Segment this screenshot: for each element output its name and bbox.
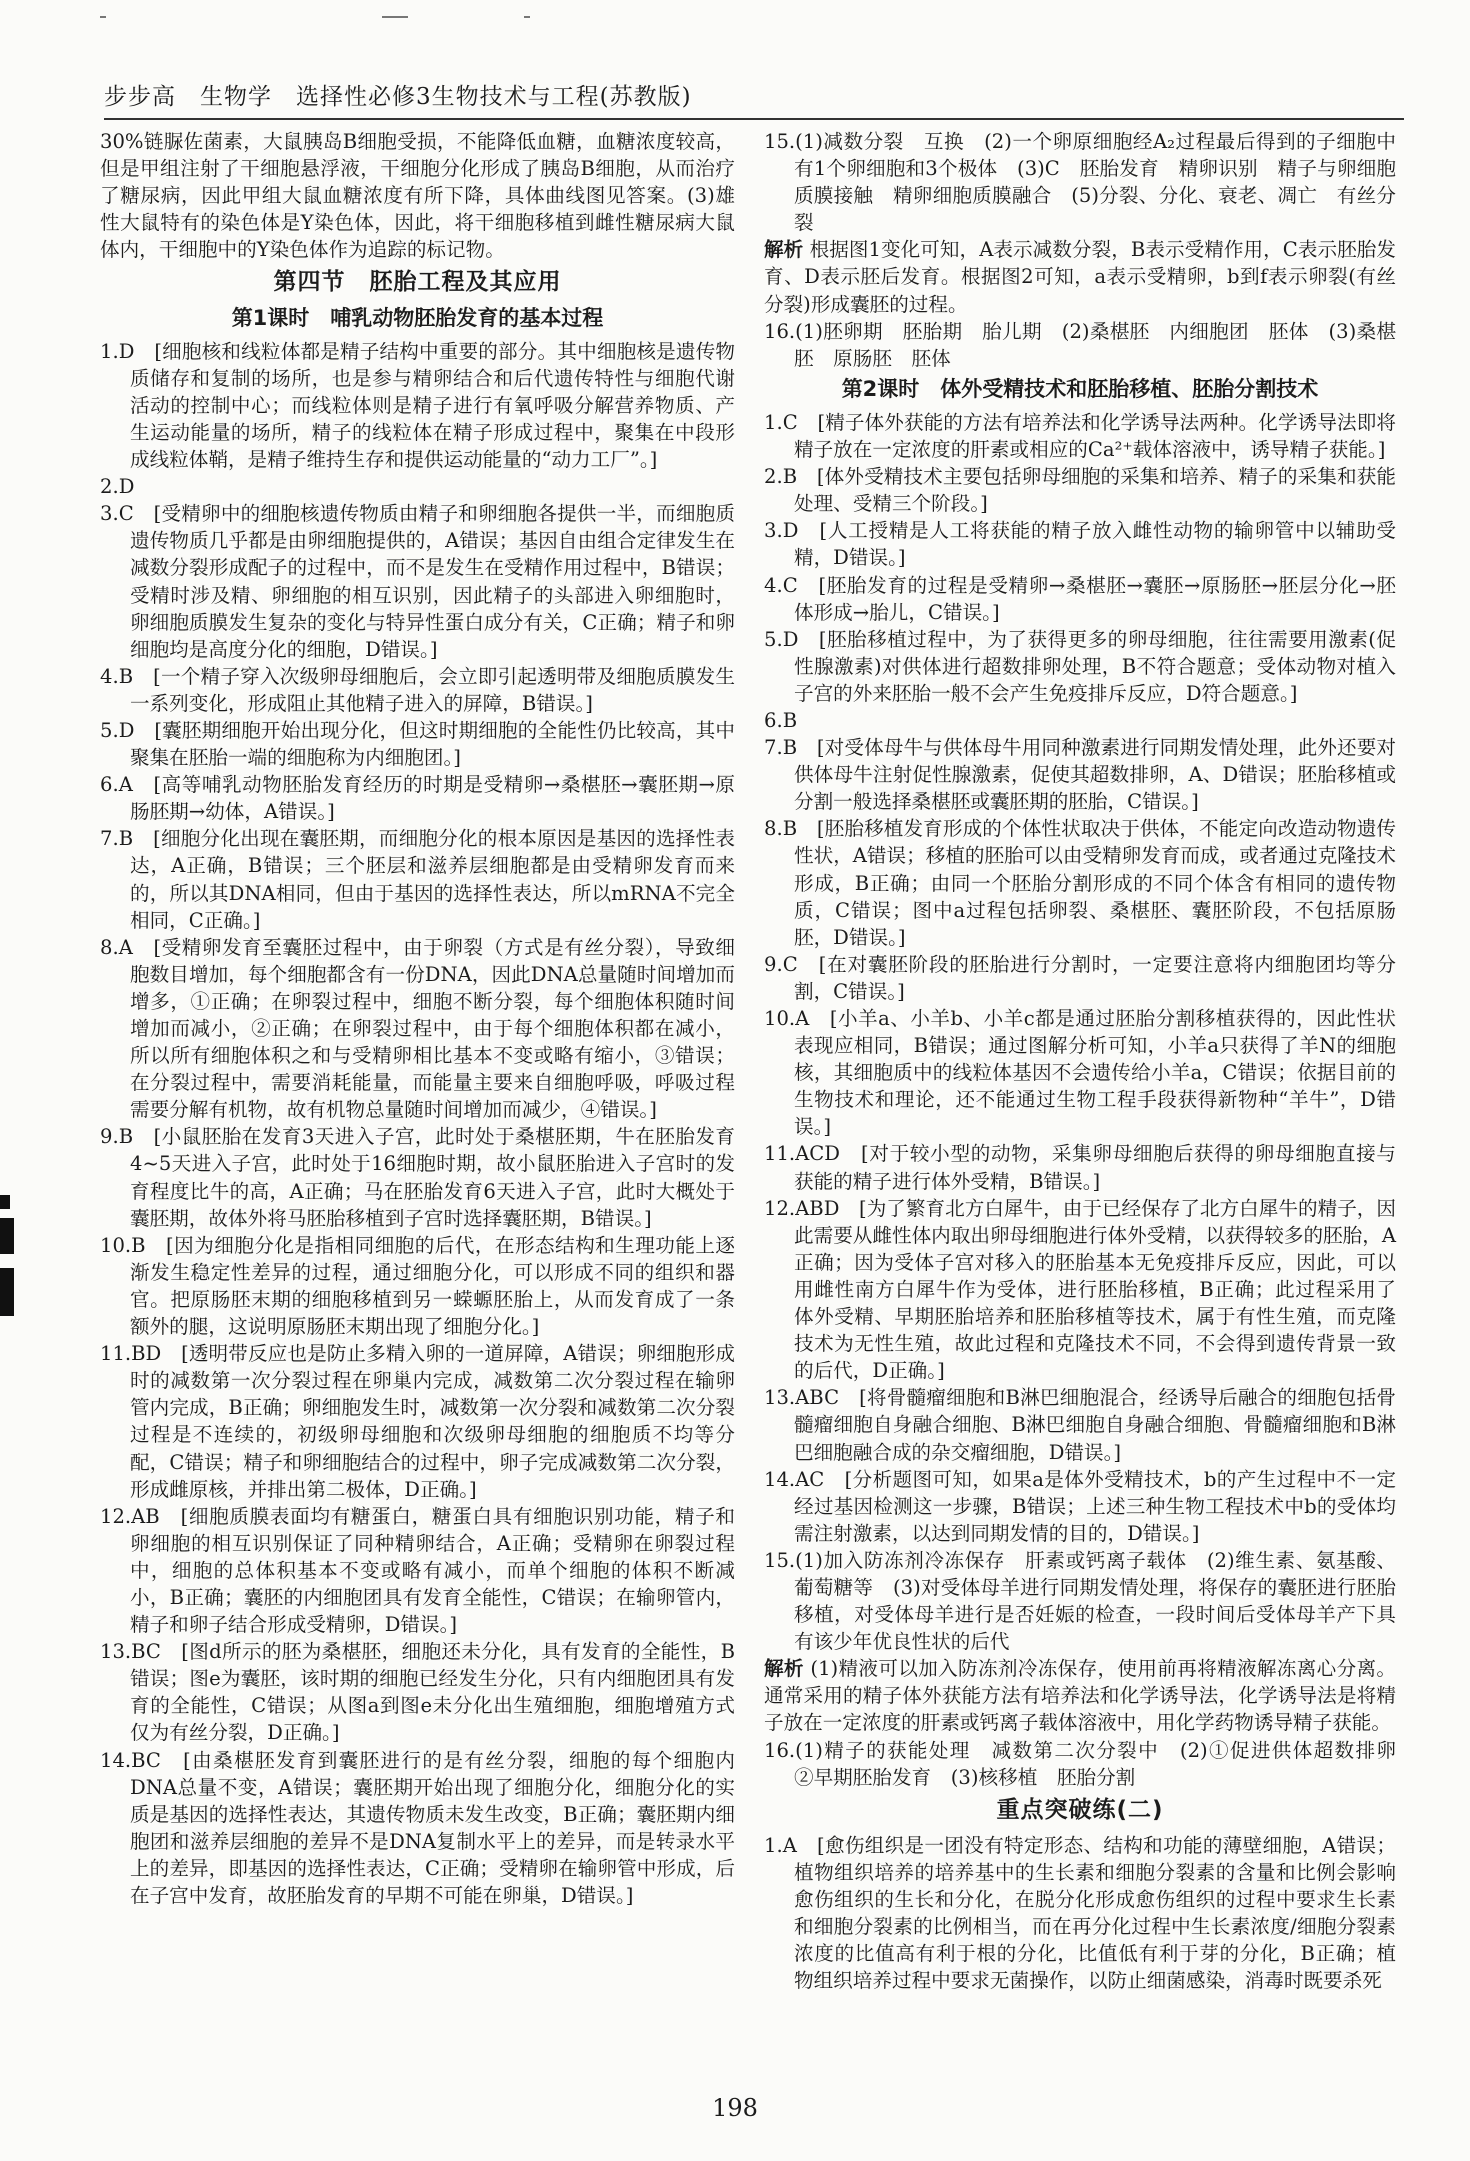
answer-item: 1.D [细胞核和线粒体都是精子结构中重要的部分。其中细胞核是遗传物质储存和复制的场所，也是参与精卵结合和后代遗传特性与细胞代谢活动的控制中心；而线粒体则是精子进行有氧呼吸分解营养物质、产生运动能量的场所，精子的线粒体在精子形成过程中，聚集在中段形成线粒体鞘，是精子维持生存和提供运动能量的“动力工厂”。] (100, 339, 735, 472)
answer-item: 4.B [一个精子穿入次级卵母细胞后，会立即引起透明带及细胞质膜发生一系列变化，形成阻止其他精子进入的屏障，B错误。] (100, 664, 735, 715)
analysis-text: 根据图1变化可知，A表示减数分裂，B表示受精作用，C表示胚胎发育、D表示胚后发育。根据图2可知，a表示受精卵，b到f表示卵裂(有丝分裂)形成囊胚的过程。 (764, 238, 1396, 316)
answer-item: 3.D [人工授精是人工将获能的精子放入雌性动物的输卵管中以辅助受精，D错误。] (764, 519, 1396, 570)
page-number: 198 (712, 2094, 758, 2122)
answer-item: 10.B [因为细胞分化是指相同细胞的后代，在形态结构和生理功能上逐渐发生稳定性差异的过程，通过细胞分化，可以形成不同的组织和器官。把原肠胚末期的细胞移植到另一蝾螈胚胎上，从而发育成了一条额外的腿，这说明原肠胚末期出现了细胞分化。] (100, 1233, 735, 1339)
answer-item: 6.A [高等哺乳动物胚胎发育经历的时期是受精卵→桑椹胚→囊胚期→原肠胚期→幼体，A错误。] (100, 773, 735, 824)
answer-item: 15.(1)加入防冻剂冷冻保存 肝素或钙离子载体 (2)维生素、氨基酸、葡萄糖等 (3)对受体母羊进行同期发情处理，将保存的囊胚进行胚胎移植，对受体母羊进行是否妊娠的检查，一段时间后受体母羊产下具有该少年优良性状的后代 (764, 1548, 1396, 1654)
binding-edge-mark (0, 1268, 14, 1316)
answer-item: 1.A [愈伤组织是一团没有特定形态、结构和功能的薄壁细胞，A错误；植物组织培养的培养基中的生长素和细胞分裂素的含量和比例会影响愈伤组织的生长和分化，在脱分化形成愈伤组织的过程中要求生长素和细胞分裂素的比例相当，而在再分化过程中生长素浓度/细胞分裂素浓度的比值高有利于根的分化，比值低有利于芽的分化，B正确；植物组织培养过程中要求无菌操作，以防止细菌感染，消毒时既要杀死 (764, 1833, 1396, 1993)
binding-edge-mark (0, 1218, 14, 1254)
answer-item: 16.(1)精子的获能处理 减数第二次分裂中 (2)①促进供体超数排卵 ②早期胚胎发育 (3)核移植 胚胎分割 (764, 1738, 1416, 1789)
lesson-title: 第2课时 体外受精技术和胚胎移植、胚胎分割技术 (841, 376, 1319, 401)
answer-item: 11.ACD [对于较小型的动物，采集卵母细胞后获得的卵母细胞直接与获能的精子进行体外受精，B错误。] (764, 1142, 1396, 1193)
analysis-paragraph (764, 1655, 1396, 1736)
intro-paragraph: 30%链脲佐菌素，大鼠胰岛B细胞受损，不能降低血糖，血糖浓度较高，但是甲组注射了干细胞悬浮液，干细胞分化形成了胰岛B细胞，从而治疗了糖尿病，因此甲组大鼠血糖浓度有所下降，具体曲线图见答案。(3)雄性大鼠特有的染色体是Y染色体，因此，将干细胞移植到雌性糖尿病大鼠体内，干细胞中的Y染色体作为追踪的标记物。 (100, 130, 735, 262)
answer-item: 2.B [体外受精技术主要包括卵母细胞的采集和培养、精子的采集和获能处理、受精三个阶段。] (764, 465, 1396, 516)
answer-item: 7.B [细胞分化出现在囊胚期，而细胞分化的根本原因是基因的选择性表达，A正确，B错误；三个胚层和滋养层细胞都是由受精卵发育而来的，所以其DNA相同，但由于基因的选择性表达，所以mRNA不完全相同，C正确。] (100, 827, 735, 932)
answer-item: 8.A [受精卵发育至囊胚过程中，由于卵裂（方式是有丝分裂），导致细胞数目增加，每个细胞都含有一份DNA，因此DNA总量随时间增加而增多，①正确；在卵裂过程中，细胞不断分裂，每个细胞体积随时间增加而减小，②正确；在卵裂过程中，由于每个细胞体积都在减小，所以所有细胞体积之和与受精卵相比基本不变或略有缩小，③错误；在分裂过程中，需要消耗能量，而能量主要来自细胞呼吸，呼吸过程需要分解有机物，故有机物总量随时间增加而减少，④错误。] (100, 935, 735, 1122)
answer-item: 9.C [在对囊胚阶段的胚胎进行分割时，一定要注意将内细胞团均等分割，C错误。] (764, 952, 1396, 1003)
answer-item: 12.ABD [为了繁育北方白犀牛，由于已经保存了北方白犀牛的精子，因此需要从雌性体内取出卵母细胞进行体外受精，以获得较多的胚胎，A正确；因为受体子宫对移入的胚胎基本无免疫排斥反应，因此，可以用雌性南方白犀牛作为受体，进行胚胎移植，B正确；此过程采用了体外受精、早期胚胎培养和胚胎移植等技术，属于有性生殖，而克隆技术为无性生殖，故此过程和克隆技术不同，不会得到遗传背景一致的后代，D正确。] (764, 1196, 1396, 1383)
answer-item: 3.C [受精卵中的细胞核遗传物质由精子和卵细胞各提供一半，而细胞质遗传物质几乎都是由卵细胞提供的，A错误；基因自由组合定律发生在减数分裂形成配子的过程中，而不是发生在受精作用过程中，B错误；受精时涉及精、卵细胞的相互识别，因此精子的头部进入卵细胞时，卵细胞质膜发生复杂的变化与特异性蛋白成分有关，C正确；精子和卵细胞均是高度分化的细胞，D错误。] (100, 502, 735, 661)
answer-item: 9.B [小鼠胚胎在发育3天进入子宫，此时处于桑椹胚期，牛在胚胎发育4~5天进入子宫，此时处于16细胞时期，故小鼠胚胎进入子宫时的发育程度比牛的高，A正确；马在胚胎发育6天进入子宫，此时大概处于囊胚期，故体外将马胚胎移植到子宫时选择囊胚期，B错误。] (100, 1125, 735, 1230)
lesson-title: 第1课时 哺乳动物胚胎发育的基本过程 (231, 305, 604, 330)
answer-item: 15.(1)减数分裂 互换 (2)一个卵原细胞经A₂过程最后得到的子细胞中有1个卵细胞和3个极体 (3)C 胚胎发育 精卵识别 精子与卵细胞质膜接触 精卵细胞质膜融合 (5)分裂、分化、衰老、凋亡 有丝分裂 (764, 130, 1396, 235)
answer-item: 10.A [小羊a、小羊b、小羊c都是通过胚胎分割移植获得的，因此性状表现应相同，B错误；通过图解分析可知，小羊a只获得了羊N的细胞核，其细胞质中的线粒体基因不会遗传给小羊a，C错误；依据目前的生物技术和理论，还不能通过生物工程手段获得新物种“羊牛”，D错误。] (764, 1007, 1396, 1139)
running-header: 步步高 生物学 选择性必修3生物技术与工程(苏教版) (104, 84, 692, 110)
answer-item: 16.(1)胚卵期 胚胎期 胎儿期 (2)桑椹胚 内细胞团 胚体 (3)桑椹胚 原肠胚 胚体 (764, 319, 1396, 370)
answer-item: 11.BD [透明带反应也是防止多精入卵的一道屏障，A错误；卵细胞形成时的减数第一次分裂过程在卵巢内完成，减数第二次分裂过程在输卵管内完成，B正确；卵细胞发生时，减数第一次分裂和减数第二次分裂过程是不连续的，初级卵母细胞和次级卵母细胞的细胞质不均等分配，C错误；精子和卵细胞结合的过程中，卵子完成减数第二次分裂，形成雌原核，并排出第二极体，D正确。] (100, 1342, 735, 1501)
analysis-label: 解析 (764, 1657, 804, 1681)
answer-item: 13.BC [图d所示的胚为桑椹胚，细胞还未分化，具有发育的全能性，B错误；图e为囊胚，该时期的细胞已经发生分化，只有内细胞团具有发育的全能性，C错误；从图a到图e未分化出生殖细胞，细胞增殖方式仅为有丝分裂，D正确。] (100, 1640, 735, 1745)
header-rule (104, 118, 1404, 120)
practice-title: 重点突破练(二) (996, 1796, 1164, 1823)
left-column (100, 128, 735, 1909)
answer-item: 12.AB [细胞质膜表面均有糖蛋白，糖蛋白具有细胞识别功能，精子和卵细胞的相互识别保证了同种精卵结合，A正确；受精卵在卵裂过程中，细胞的总体积基本不变或略有减小，而单个细胞的体积不断减小，B正确；囊胚的内细胞团具有发育全能性，C错误；在输卵管内，精子和卵子结合形成受精卵，D错误。] (100, 1504, 735, 1637)
right-column (764, 128, 1416, 1994)
answer-item: 6.B (764, 708, 798, 732)
binding-edge-mark (0, 1195, 10, 1209)
answer-item: 5.D [囊胚期细胞开始出现分化，但这时期细胞的全能性仍比较高，其中聚集在胚胎一端的细胞称为内细胞团。] (100, 718, 735, 770)
answer-item: 5.D [胚胎移植过程中，为了获得更多的卵母细胞，往往需要用激素(促性腺激素)对供体进行超数排卵处理，B不符合题意；受体动物对植入子宫的外来胚胎一般不会产生免疫排斥反应，D符合题意。] (764, 627, 1396, 705)
answer-item: 8.B [胚胎移植发育形成的个体性状取决于供体，不能定向改造动物遗传性状，A错误；移植的胚胎可以由受精卵发育而成，或者通过克隆技术形成，B正确；由同一个胚胎分割形成的不同个体含有相同的遗传物质，C错误；图中a过程包括卵裂、桑椹胚、囊胚阶段，不包括原肠胚，D错误。] (764, 817, 1396, 949)
scan-top-marks (100, 16, 530, 18)
analysis-text: (1)精液可以加入防冻剂冷冻保存，使用前再将精液解冻离心分离。通常采用的精子体外获能方法有培养法和化学诱导法，化学诱导法是将精子放在一定浓度的肝素或钙离子载体溶液中，用化学药物诱导精子获能。 (764, 1657, 1397, 1735)
answer-item: 2.D (100, 475, 135, 499)
analysis-paragraph (764, 236, 1396, 317)
answer-item: 13.ABC [将骨髓瘤细胞和B淋巴细胞混合，经诱导后融合的细胞包括骨髓瘤细胞自身融合细胞、B淋巴细胞自身融合细胞、骨髓瘤细胞和B淋巴细胞融合成的杂交瘤细胞，D错误。] (764, 1386, 1396, 1464)
answer-item: 14.BC [由桑椹胚发育到囊胚进行的是有丝分裂，细胞的每个细胞内DNA总量不变，A错误；囊胚期开始出现了细胞分化，细胞分化的实质是基因的选择性表达，其遗传物质未发生改变，B正确；囊胚期内细胞团和滋养层细胞的差异不是DNA复制水平上的差异，而是转录水平上的差异，即基因的选择性表达，C正确；受精卵在输卵管中形成，后在子宫中发育，故胚胎发育的早期不可能在卵巢，D错误。] (100, 1748, 735, 1907)
analysis-label: 解析 (764, 238, 804, 262)
answer-item: 1.C [精子体外获能的方法有培养法和化学诱导法两种。化学诱导法即将精子放在一定浓度的肝素或相应的Ca²⁺载体溶液中，诱导精子获能。] (764, 410, 1396, 462)
answer-item: 4.C [胚胎发育的过程是受精卵→桑椹胚→囊胚→原肠胚→胚层分化→胚体形成→胎儿，C错误。] (764, 573, 1396, 624)
section-title: 第四节 胚胎工程及其应用 (273, 269, 562, 296)
answer-item: 7.B [对受体母牛与供体母牛用同种激素进行同期发情处理，此外还要对供体母牛注射促性腺激素，促使其超数排卵，A、D错误；胚胎移植或分割一般选择桑椹胚或囊胚期的胚胎，C错误。] (764, 736, 1396, 814)
answer-item: 14.AC [分析题图可知，如果a是体外受精技术，b的产生过程中不一定经过基因检测这一步骤，B错误；上述三种生物工程技术中b的受体均需注射激素，以达到同期发情的目的，D错误。] (764, 1467, 1396, 1545)
